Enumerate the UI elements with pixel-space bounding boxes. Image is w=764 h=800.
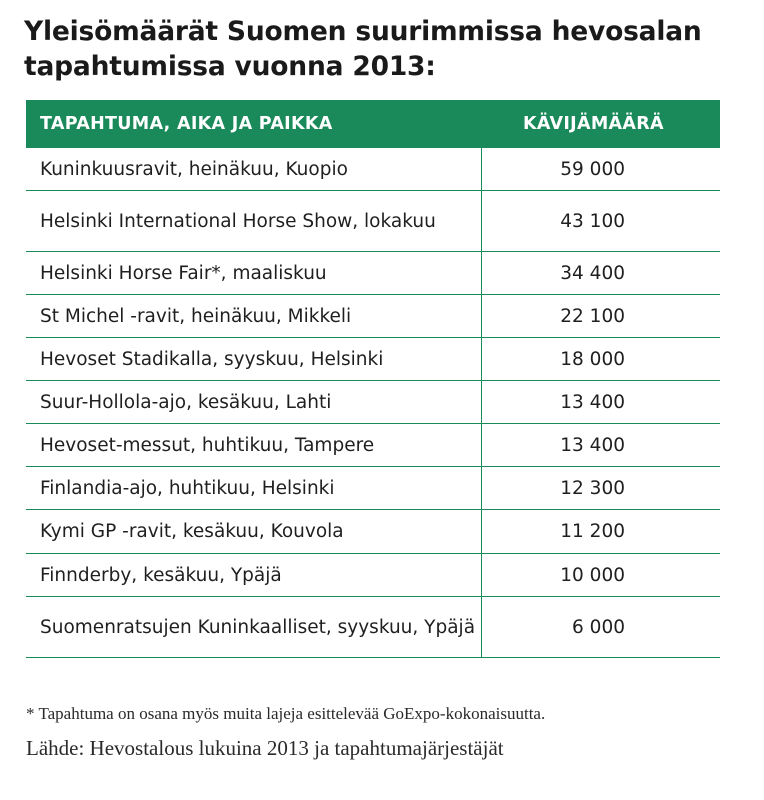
column-header-event: TAPAHTUMA, AIKA JA PAIKKA [26,100,481,148]
table-header-row [26,100,720,148]
source-note: Lähde: Hevostalous lukuina 2013 ja tapahtumajärjestäjät [26,736,504,760]
table-row [26,295,720,338]
visitors-cell: 22 100 [481,295,720,338]
table-row [26,252,720,295]
visitors-cell: 6 000 [481,597,720,658]
table-row [26,510,720,554]
visitors-cell: 12 300 [481,467,720,510]
event-cell: St Michel -ravit, heinäkuu, Mikkeli [26,295,481,338]
visitors-cell: 13 400 [481,381,720,424]
table-row [26,597,720,658]
visitors-cell: 59 000 [481,148,720,191]
event-cell: Hevoset-messut, huhtikuu, Tampere [26,424,481,467]
visitors-cell: 11 200 [481,510,720,554]
visitors-cell: 10 000 [481,554,720,597]
table-row [26,148,720,191]
event-cell: Kuninkuusravit, heinäkuu, Kuopio [26,148,481,191]
event-cell: Finlandia-ajo, huhtikuu, Helsinki [26,467,481,510]
visitors-cell: 43 100 [481,191,720,252]
visitors-cell: 34 400 [481,252,720,295]
column-header-visitors: KÄVIJÄMÄÄRÄ [481,100,720,148]
event-cell: Suur-Hollola-ajo, kesäkuu, Lahti [26,381,481,424]
event-cell: Kymi GP -ravit, kesäkuu, Kouvola [26,510,481,554]
table-row [26,424,720,467]
footnote: * Tapahtuma on osana myös muita lajeja esittelevää GoExpo-kokonaisuutta. [26,704,546,723]
table-row [26,191,720,252]
table-row [26,381,720,424]
event-cell: Finnderby, kesäkuu, Ypäjä [26,554,481,597]
visitor-table [26,100,720,658]
event-cell: Hevoset Stadikalla, syyskuu, Helsinki [26,338,481,381]
table-row [26,467,720,510]
table-row [26,554,720,597]
visitors-cell: 13 400 [481,424,720,467]
event-cell: Helsinki Horse Fair*, maaliskuu [26,252,481,295]
event-cell: Helsinki International Horse Show, lokakuu [26,191,481,252]
table-row [26,338,720,381]
event-cell: Suomenratsujen Kuninkaalliset, syyskuu, Ypäjä [26,597,481,658]
page-title: Yleisömäärät Suomen suurimmissa hevosalan tapahtumissa vuonna 2013: [24,16,702,82]
visitors-cell: 18 000 [481,338,720,381]
